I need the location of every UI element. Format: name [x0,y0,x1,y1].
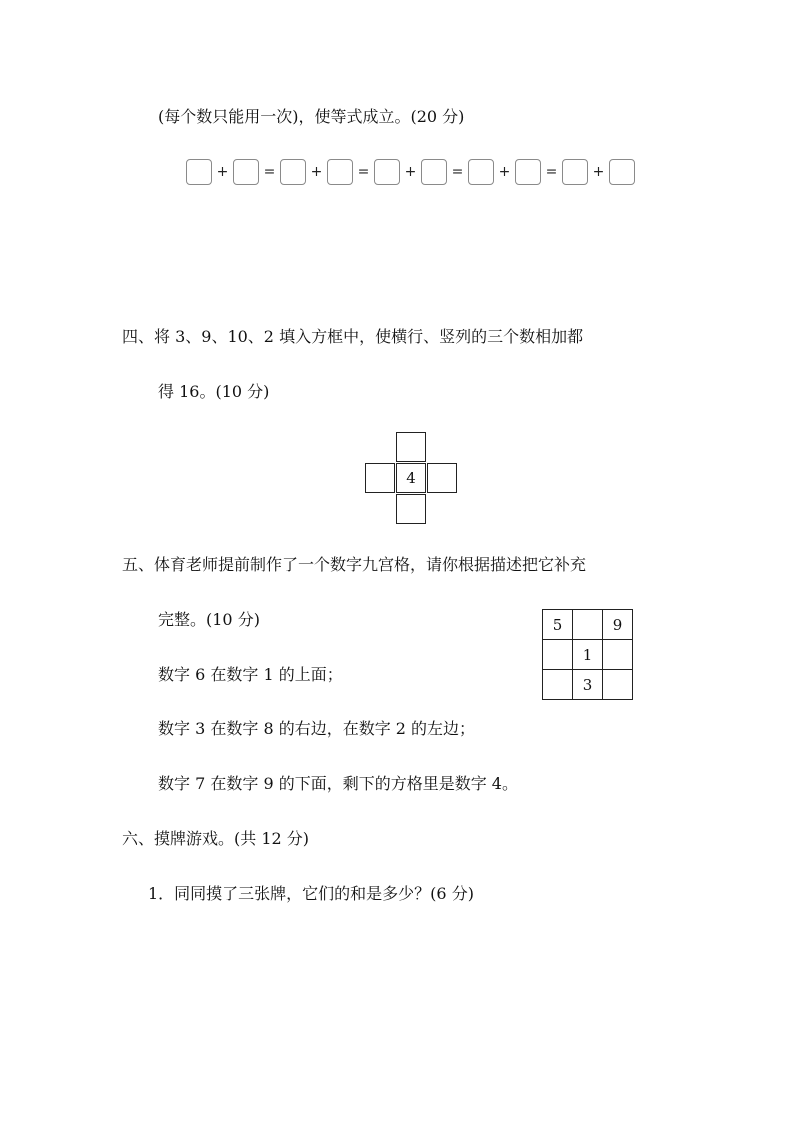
cross-cell-center: 4 [396,463,426,493]
equals-sign: = [263,164,276,180]
section5-title: 五、体育老师提前制作了一个数字九宫格，请你根据描述把它补充 [122,555,587,574]
section4-title: 四、将 3、9、10、2 填入方框中，使横行、竖列的三个数相加都 [122,327,584,346]
cross-cell-right[interactable] [427,463,457,493]
answer-box[interactable] [468,159,494,185]
section6-title: 六、摸牌游戏。(共 12 分) [122,829,310,848]
answer-box[interactable] [609,159,635,185]
cross-grid [365,432,457,524]
cross-cell-bottom[interactable] [396,494,426,524]
grid-cell: 1 [573,640,603,670]
plus-sign: + [498,164,511,180]
nine-square-grid [542,609,633,700]
equals-sign: = [357,164,370,180]
grid-cell: 3 [573,670,603,700]
grid-cell[interactable] [603,670,633,700]
plus-sign: + [592,164,605,180]
answer-box[interactable] [515,159,541,185]
grid-cell[interactable] [573,610,603,640]
section4-title-cont: 得 16。(10 分) [158,382,270,401]
section5-clue-1: 数字 6 在数字 1 的上面； [158,665,343,684]
plus-sign: + [404,164,417,180]
plus-sign: + [310,164,323,180]
answer-box[interactable] [374,159,400,185]
answer-box[interactable] [280,159,306,185]
answer-box[interactable] [562,159,588,185]
answer-box[interactable] [186,159,212,185]
equals-sign: = [451,164,464,180]
section5-clue-2: 数字 3 在数字 8 的右边，在数字 2 的左边； [158,719,476,738]
equation-row [186,158,635,186]
grid-cell: 5 [543,610,573,640]
cross-cell-left[interactable] [365,463,395,493]
grid-cell: 9 [603,610,633,640]
grid-cell[interactable] [543,670,573,700]
cross-cell-top[interactable] [396,432,426,462]
section5-clue-3: 数字 7 在数字 9 的下面，剩下的方格里是数字 4。 [158,774,518,793]
answer-box[interactable] [327,159,353,185]
equals-sign: = [545,164,558,180]
section5-title-cont: 完整。(10 分) [158,610,260,629]
answer-box[interactable] [421,159,447,185]
grid-cell[interactable] [543,640,573,670]
section6-question-1: 1．同同摸了三张牌，它们的和是多少？(6 分) [148,884,474,903]
answer-box[interactable] [233,159,259,185]
section3-instruction: (每个数只能用一次)，使等式成立。(20 分) [158,107,465,126]
grid-cell[interactable] [603,640,633,670]
plus-sign: + [216,164,229,180]
